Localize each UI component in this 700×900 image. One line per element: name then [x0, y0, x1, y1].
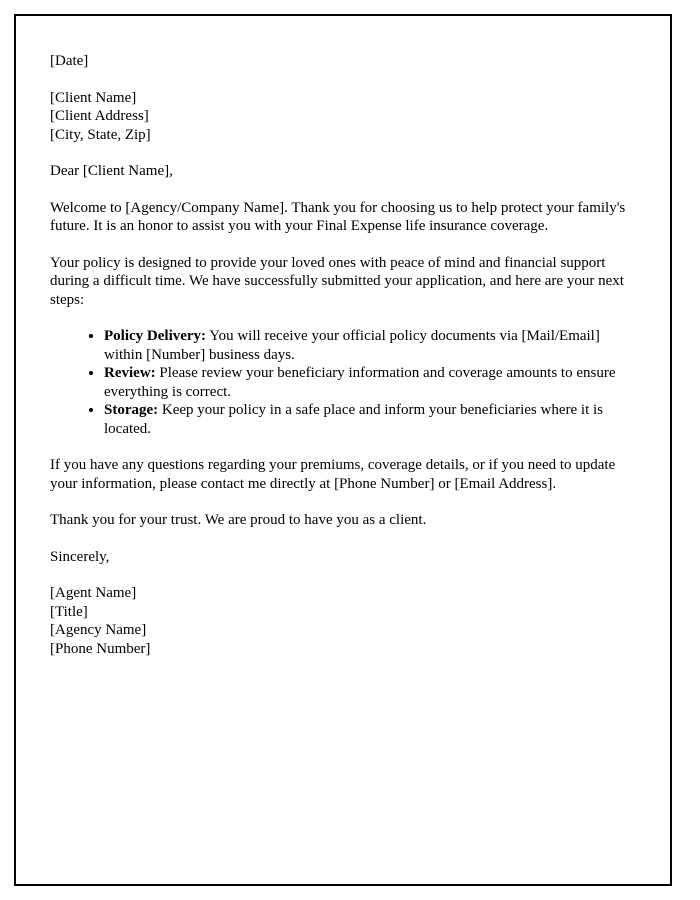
next-steps-list	[50, 327, 626, 438]
recipient-city-state-zip: [City, State, Zip]	[50, 126, 151, 143]
bullet-label: Storage:	[104, 402, 159, 418]
agent-phone: [Phone Number]	[50, 640, 151, 657]
salutation: Dear [Client Name],	[50, 163, 173, 179]
bullet-text: Please review your beneficiary information and coverage amounts to ensure everything is correct.	[104, 365, 616, 400]
list-item-storage	[104, 401, 626, 438]
bullet-text: Keep your policy in a safe place and inform your beneficiaries where it is located.	[104, 402, 603, 437]
agency-name: [Agency Name]	[50, 622, 147, 638]
paragraph-welcome: Welcome to [Agency/Company Name]. Thank you for choosing us to help protect your family's future. It is an honor to assist you with your Final Expense life insurance coverage.	[50, 199, 626, 234]
closing: Sincerely,	[50, 548, 110, 565]
recipient-street: [Client Address]	[50, 108, 149, 124]
agent-title: [Title]	[50, 603, 88, 620]
letter-page	[14, 14, 672, 886]
bullet-label: Review:	[104, 365, 156, 381]
paragraph-thanks: Thank you for your trust. We are proud to have you as a client.	[50, 512, 427, 528]
date-line: [Date]	[50, 53, 89, 69]
recipient-address-block	[50, 89, 626, 145]
agent-name: [Agent Name]	[50, 585, 137, 601]
recipient-name: [Client Name]	[50, 89, 137, 106]
bullet-text: You will receive your official policy documents via [Mail/Email] within [Number] business days.	[104, 328, 600, 363]
letter-body	[50, 52, 626, 658]
paragraph-questions: If you have any questions regarding your premiums, coverage details, or if you need to update your information, please contact me directly at [Phone Number] or [Email Address].	[50, 457, 616, 492]
bullet-label: Policy Delivery:	[104, 328, 207, 344]
list-item-policy-delivery	[104, 327, 626, 364]
paragraph-policy-intro: Your policy is designed to provide your loved ones with peace of mind and financial support during a difficult time. We have successfully submitted your application, and here are your next steps:	[50, 254, 624, 308]
list-item-review	[104, 364, 626, 401]
signature-block	[50, 584, 626, 658]
